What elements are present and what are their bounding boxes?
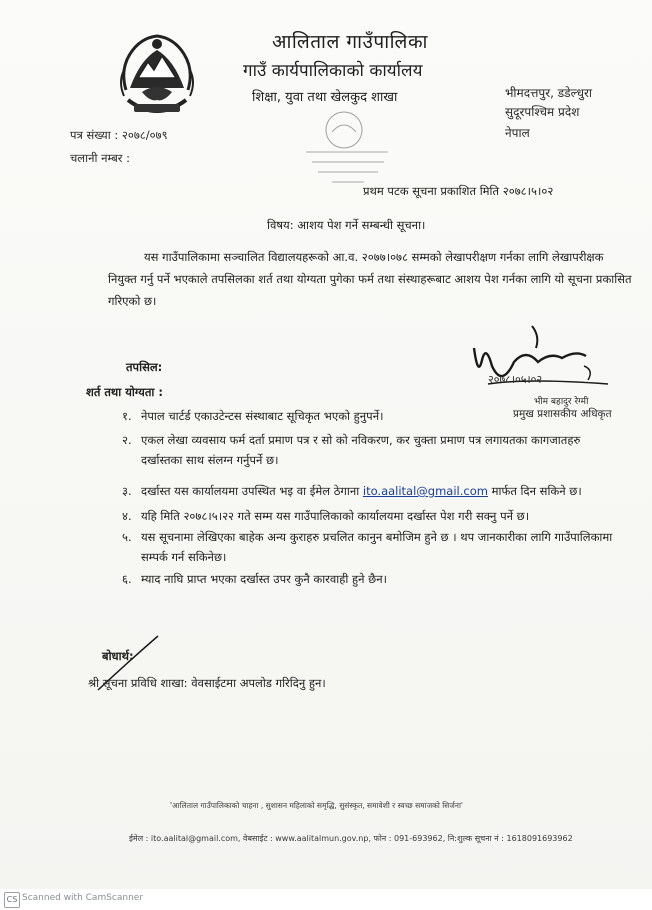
condition-item-1: १. नेपाल चार्टर्ड एकाउटेन्टस संस्थाबाट सूचिकृत भएको हुनुपर्ने। <box>122 409 384 423</box>
condition-item-2: २. एकल लेखा व्यवसाय फर्म दर्ता प्रमाण पत्र र सो को नविकरण, कर चुक्ता प्रमाण पत्र लगायतका कागजातहरु दर्खास्तका साथ संलग्न गर्नुपर्ने छ। <box>122 433 581 467</box>
notice-body: यस गाउँपालिकामा सञ्चालित विद्यालयहरूको आ.व. २०७७।०७८ सम्मको लेखापरीक्षण गर्नका लागि लेखापरीक्षक नियुक्त गर्नु पर्ने भएकाले तपसिलका शर्त तथा योग्यता पुगेका फर्म तथा संस्थाहरूबाट आशय पेश गर्नका लागि यो सूचना प्रकासित गरिएको छ। <box>108 250 632 308</box>
nepal-emblem-logo <box>116 30 198 126</box>
scanner-label: Scanned with CamScanner <box>22 893 144 903</box>
condition-item-5: ५. यस सूचनामा लेखिएका बाहेक अन्य कुराहरु प्रचलित कानुन बमोजिम हुने छ । थप जानकारीका लागि गाउँपालिकामा सम्पर्क गर्न सकिनेछ। <box>122 530 613 564</box>
dispatch-number: चलानी नम्बर : <box>70 151 131 165</box>
letter-number: पत्र संख्या : २०७८/०७९ <box>70 128 168 142</box>
email-link[interactable]: ito.aalital@gmail.com <box>362 484 488 498</box>
signatory-title: प्रमुख प्रशासकीय अधिकृत <box>513 408 612 420</box>
condition-item-3: ३. दर्खास्त यस कार्यालयमा उपस्थित भइ वा ईमेल ठेगाना ito.aalital@gmail.com मार्फत दिन सकिने छ। <box>122 484 582 498</box>
office-name: आलिताल गाउँपालिका <box>272 31 428 53</box>
published-date: प्रथम पटक सूचना प्रकाशित मिति २०७८।५।०२ <box>363 184 554 198</box>
condition-item-6: ६. म्याद नाघि प्राप्त भएका दर्खास्त उपर कुनै कारवाही हुने छैन। <box>122 572 387 586</box>
notice-subject: विषय: आशय पेश गर्ने सम्बन्धी सूचना। <box>267 218 426 232</box>
footer-contact: ईमेल : ito.aalital@gmail.com, वेबसाईट : www.aalitalmun.gov.np, फोन : 091-693962, नि:शुल्क सूचना नं : 1618091693962 <box>129 834 573 843</box>
signatory-name: भीम बहादुर रेग्मी <box>534 397 589 407</box>
office-stamp <box>292 100 412 190</box>
details-heading: तपसिल: <box>126 360 163 374</box>
cc-line: श्री सूचना प्रविधि शाखा: वेवसाईटमा अपलोड गरिदिनु हुन। <box>88 676 326 690</box>
conditions-heading: शर्त तथा योग्यता : <box>86 385 163 399</box>
address-line-2: सुदूरपश्चिम प्रदेश <box>505 105 580 119</box>
signature-date: २०७८।०५।०२ <box>488 373 543 386</box>
office-subtitle: गाउँ कार्यपालिकाको कार्यालय <box>243 61 423 81</box>
address-line-3: नेपाल <box>505 126 530 140</box>
footer-slogan: 'आलिताल गाउँपालिकाको चाहना , सुशासन महिलाको समृद्धि, सुसंस्कृत, समावेशी र स्वच्छ समाजको सिर्जना' <box>170 801 463 810</box>
cc-label: बोधार्थ: <box>102 649 134 663</box>
camscanner-icon: CS <box>4 892 20 908</box>
address-line-1: भीमदत्तपुर, डडेल्धुरा <box>505 86 592 100</box>
branch-name: शिक्षा, युवा तथा खेलकुद शाखा <box>252 90 398 105</box>
condition-item-4: ४. यहि मिति २०७८।५।२२ गते सम्म यस गाउँपालिकाको कार्यालयमा दर्खास्त पेश गरी सक्नु पर्ने छ। <box>122 509 530 523</box>
